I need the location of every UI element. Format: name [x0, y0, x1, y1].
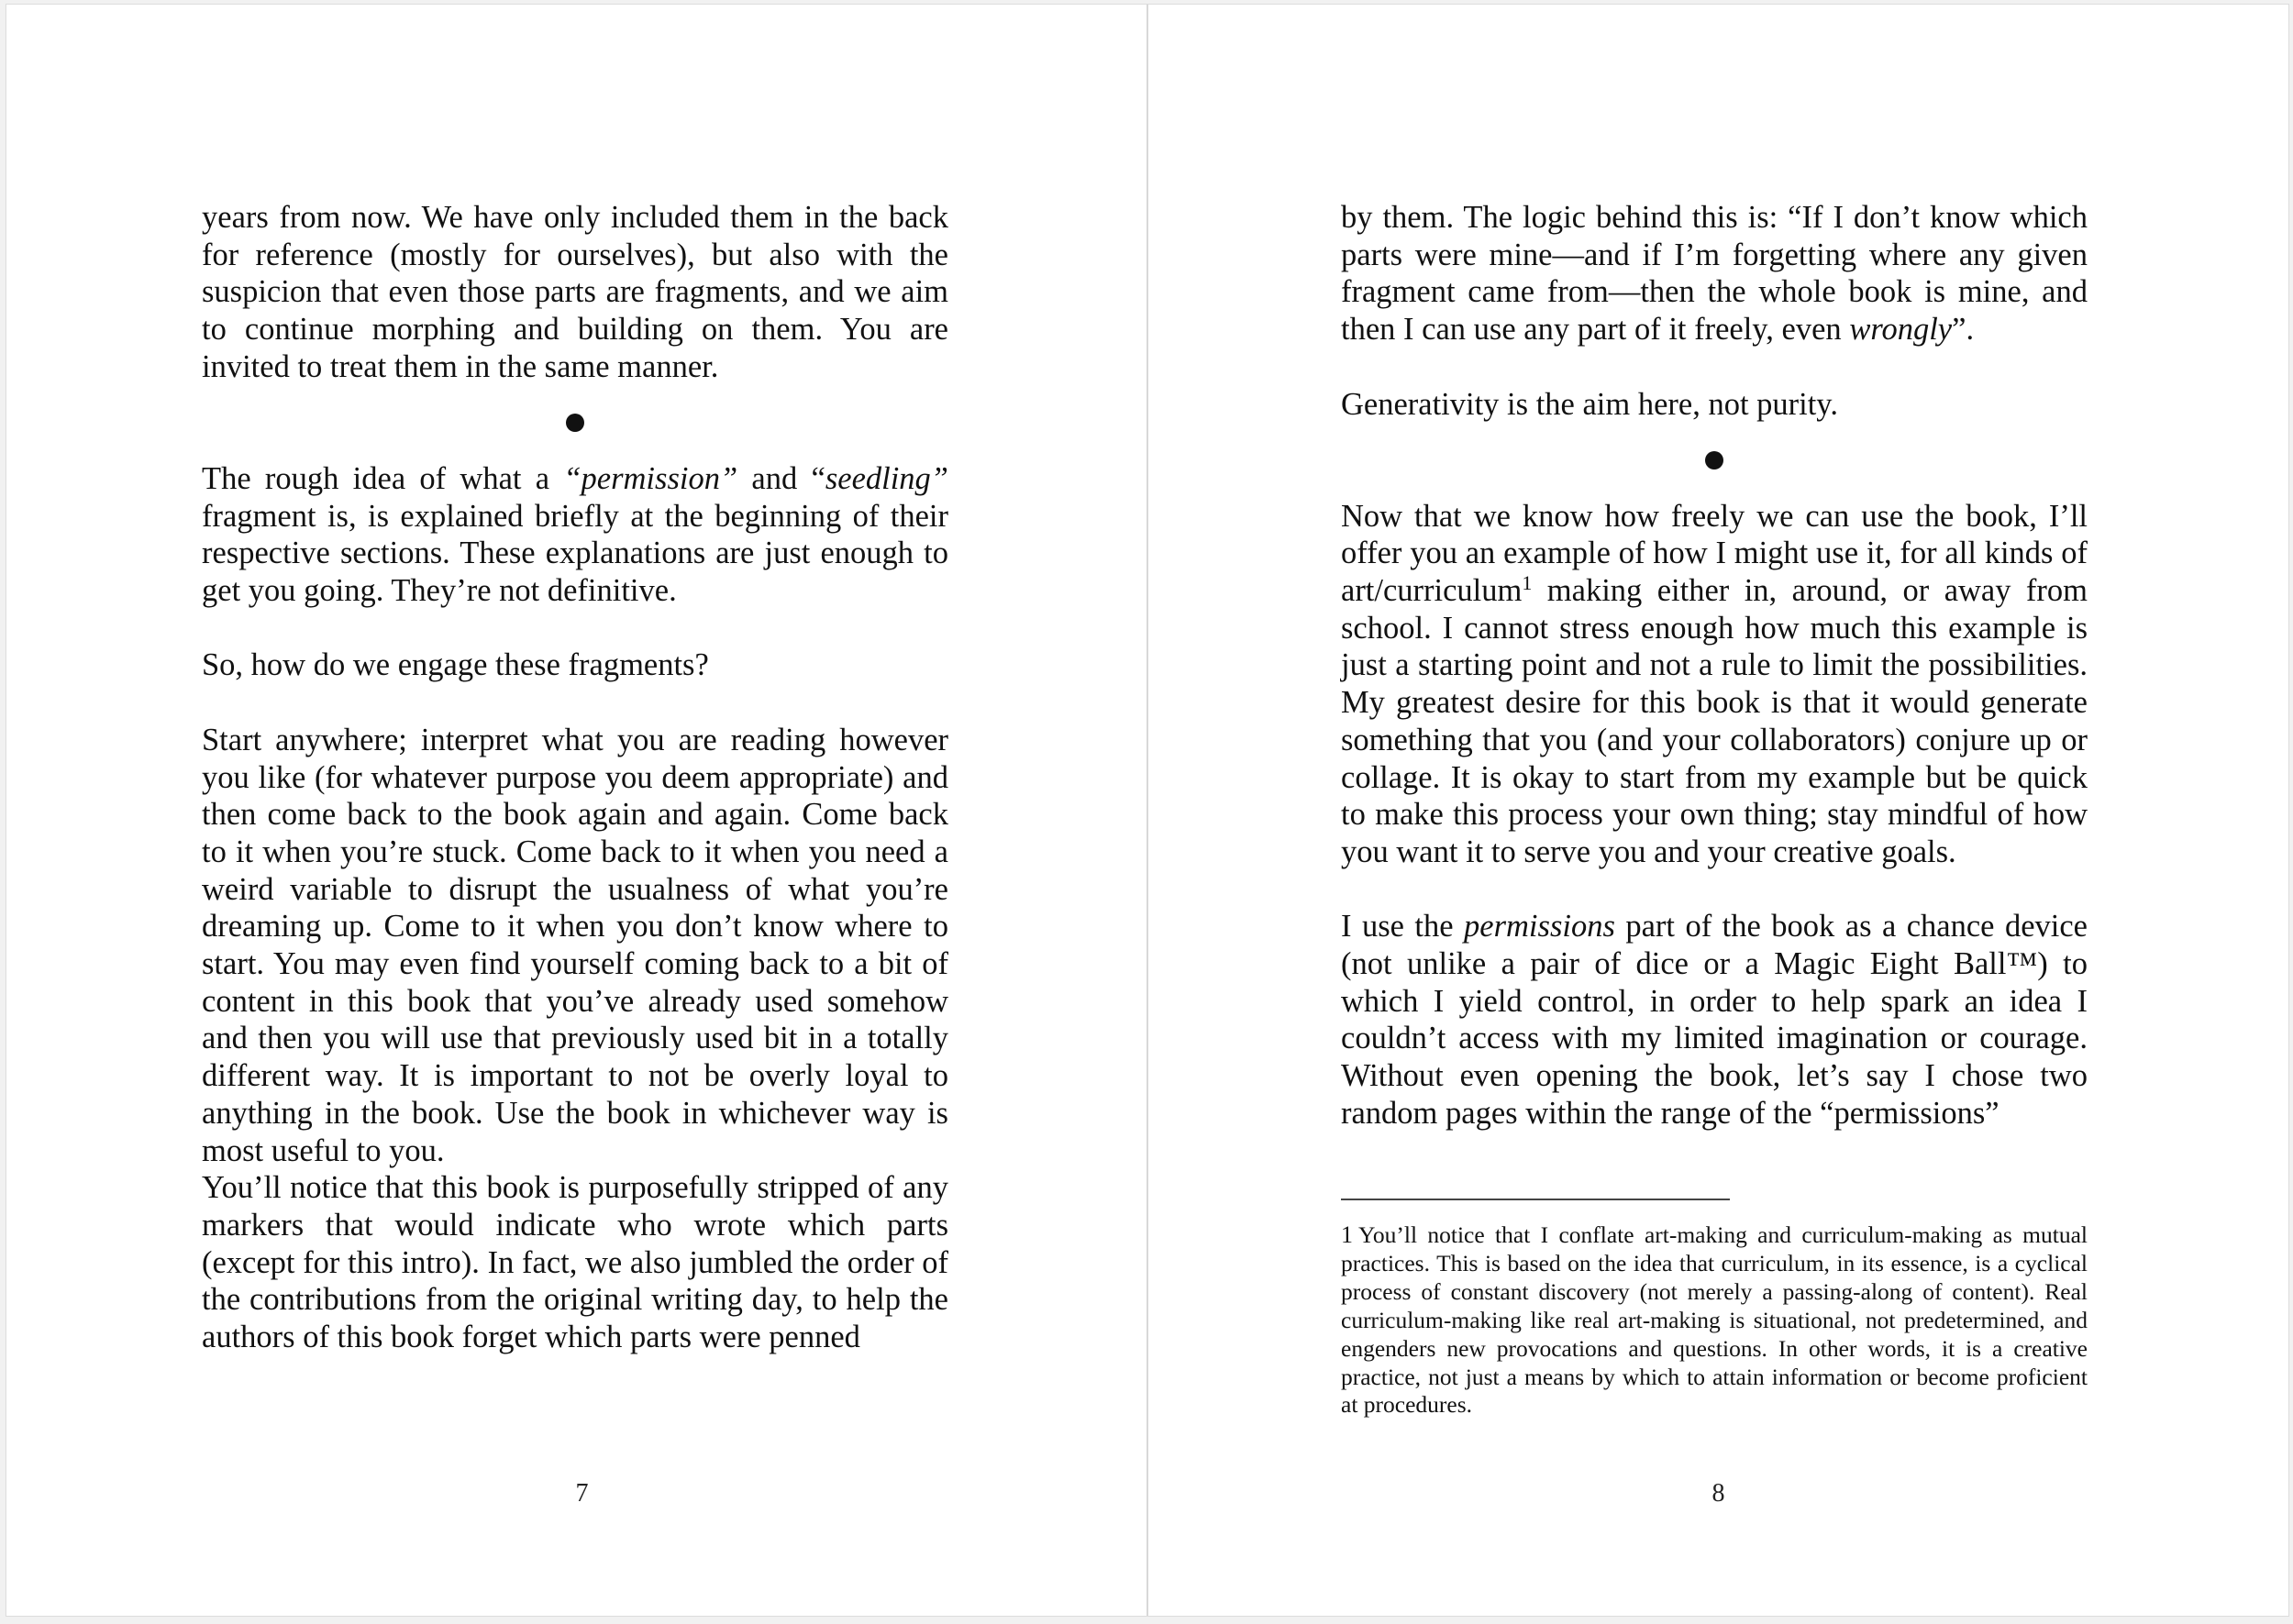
footnote-mark: 1	[1341, 1221, 1353, 1248]
page-number: 7	[575, 1479, 589, 1508]
paragraph: You’ll notice that this book is purposefully stripped of any markers that would indicate who wrote which parts (except for this intro). In fact, we also jumbled the order of the contributions from the original writing day, to help the authors of this book forget which parts were penned	[202, 1170, 948, 1355]
text-span: fragment is, is explained briefly at the beginning of their respective sections. These explanations are just enough to get you going. They’re not definitive.	[202, 498, 948, 609]
italic-term: permissions	[1464, 909, 1615, 945]
paragraph: Generativity is the aim here, not purity.	[1341, 386, 1838, 422]
section-divider-dot-icon	[202, 386, 948, 460]
italic-term: “permission”	[563, 460, 738, 496]
section-divider-dot-icon	[1341, 423, 2088, 497]
text-span: by them. The logic behind this is: “If I don’t know which parts were mine—and if I’m forgetting where any given fragment came from—then the whole book is mine, and then I can use any part of it freely, even	[1341, 200, 2088, 348]
paragraph	[1341, 498, 2088, 871]
footnote	[1341, 1221, 2088, 1420]
text-span: Now that we know how freely we can use the book, I’ll offer you an example of how I might use it, for all kinds of art/curriculum	[1341, 498, 2088, 608]
right-page-text-column	[1341, 199, 2088, 1132]
left-page-text-column	[202, 199, 948, 1356]
footnote-text: You’ll notice that I conflate art-making and curriculum-making as mutual practices. This is based on the idea that curriculum, in its essence, is a cyclical process of constant discovery (not merely a passing-along of content). Real curriculum-making like real art-making is situational, not predetermined, and engenders new provocations and questions. In other words, it is a creative practice, not just a means by which to attain information or become proficient at procedures.	[1341, 1221, 2088, 1419]
footnote-separator-rule	[1341, 1199, 1730, 1200]
text-span: part of the book as a chance device (not unlike a pair of dice or a Magic Eight Ball™) to which I yield control, in order to help spark an idea I couldn’t access with my limited imagination or courage. Without even opening the book, let’s say I chose two random pages within the range of the “permissions”	[1341, 909, 2088, 1131]
paragraph: years from now. We have only included them in the back for reference (mostly for ourselves), but also with the suspicion that even those parts are fragments, and we aim to continue morphing and building on them. You are invited to treat them in the same manner.	[202, 200, 948, 384]
left-page	[6, 5, 1146, 1616]
page-number: 8	[1711, 1479, 1725, 1508]
text-span: making either in, around, or away from school. I cannot stress enough how much this example is just a starting point and not a rule to limit the possibilities. My greatest desire for this book is that it would generate something that you (and your collaborators) conjure up or collage. It is okay to start from my example but be quick to make this process your own thing; stay mindful of how you want it to serve you and your creative goals.	[1341, 573, 2088, 869]
book-spread	[6, 4, 2289, 1617]
footnote-reference[interactable]: 1	[1522, 571, 1533, 594]
text-span: and “	[737, 460, 825, 496]
italic-term: wrongly	[1849, 312, 1953, 348]
text-span: I use the	[1341, 909, 1465, 945]
paragraph: So, how do we engage these fragments?	[202, 647, 709, 683]
text-span: ”.	[1952, 312, 1975, 348]
paragraph	[202, 460, 948, 610]
italic-term: seedling”	[825, 460, 948, 496]
text-span: The rough idea of what a	[202, 460, 564, 496]
paragraph	[1341, 908, 2088, 1132]
paragraph: Start anywhere; interpret what you are reading however you like (for whatever purpose you deem appropriate) and then come back to the book again and again. Come back to it when you’re stuck. Come back to it when you need a weird variable to disrupt the usualness of what you’re dreaming up. Come to it when you don’t know where to start. You may even find yourself coming back to a bit of content in this book that you’ve already used somehow and then you will use that previously used bit in a totally different way. It is important to not be overly loyal to anything in the book. Use the book in whichever way is most useful to you.	[202, 722, 948, 1168]
paragraph	[1341, 199, 2088, 348]
right-page	[1148, 5, 2288, 1616]
